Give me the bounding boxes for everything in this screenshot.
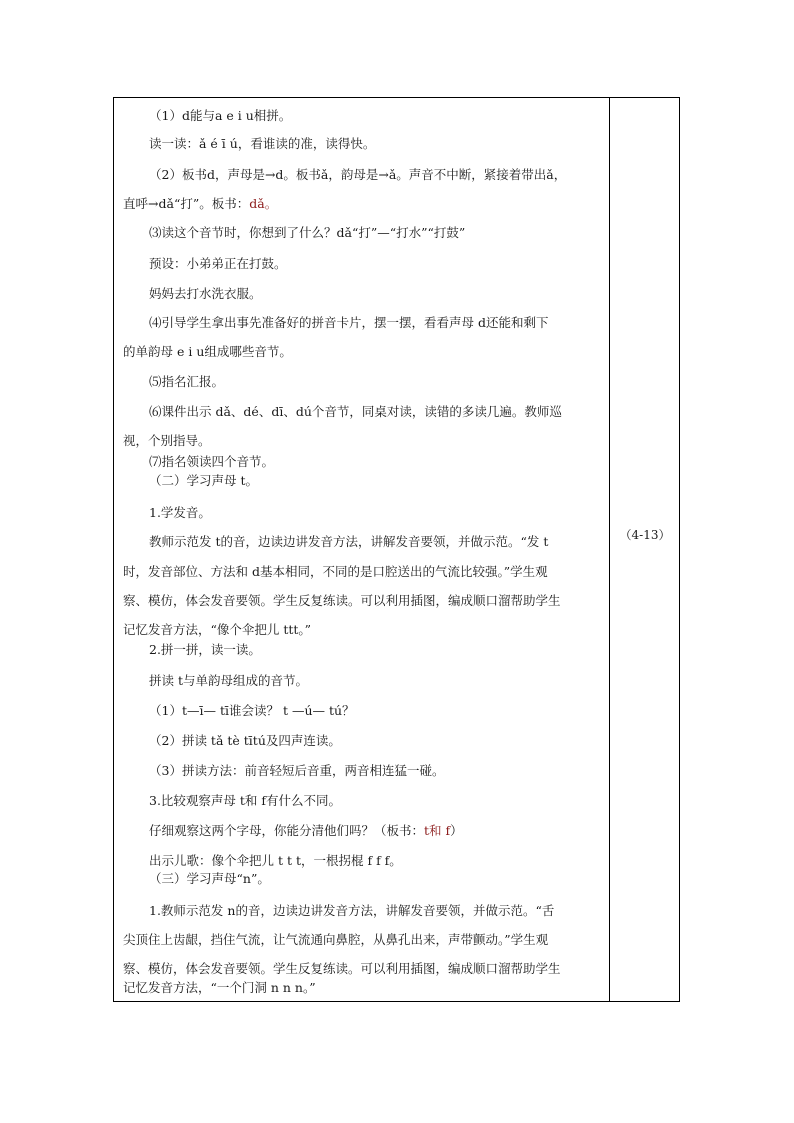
text-segment: 直呼→ bbox=[123, 196, 159, 211]
text-line: ⑷引导学生拿出事先准备好的拼音卡片，摆一摆，看看声母 d还能和剩下 bbox=[149, 315, 549, 330]
lesson-content-cell bbox=[114, 98, 609, 1001]
lesson-table bbox=[113, 97, 680, 1002]
text-line: 妈妈去打水洗衣服。 bbox=[149, 286, 262, 301]
text-line: 读一读：ǎ é ī ú，看谁读的准，读得快。 bbox=[149, 136, 376, 151]
text-segment: ） bbox=[450, 823, 463, 838]
text-line: ⑺指名领读四个音节。 bbox=[149, 454, 275, 469]
text-line: 时，发音部位、方法和 d基本相同，不同的是口腔送出的气流比较强。”学生观 bbox=[123, 564, 548, 579]
text-line bbox=[149, 823, 463, 839]
text-line: （1）d能与a e i u相拼。 bbox=[149, 108, 292, 123]
red-text-segment: t和 f bbox=[424, 823, 451, 838]
text-line: （3）拼读方法：前音轻短后音重，两音相连猛一碰。 bbox=[149, 763, 445, 778]
text-line: 教师示范发 t的音，边读边讲发音方法，讲解发音要领，并做示范。“发 t bbox=[149, 534, 549, 549]
text-segment: dǎ“打”。板书： bbox=[158, 196, 250, 211]
column-divider bbox=[609, 98, 610, 1001]
red-text-segment: dǎ。 bbox=[249, 196, 278, 211]
text-line: 1.学发音。 bbox=[149, 505, 211, 520]
text-line: 2.拼一拼，读一读。 bbox=[149, 642, 261, 657]
side-note: （4-13） bbox=[619, 528, 671, 542]
text-line: 拼读 t与单韵母组成的音节。 bbox=[149, 673, 308, 688]
text-line: 记忆发音方法，“一个门洞 n n n。” bbox=[123, 980, 316, 995]
text-line: （1）t—ī— tī谁会读？ t —ú— tú？ bbox=[149, 703, 355, 718]
text-line: 出示儿歌：像个伞把儿 t t t，一根拐棍 f f f。 bbox=[149, 853, 402, 868]
text-line: 预设：小弟弟正在打鼓。 bbox=[149, 256, 287, 271]
text-line: ⑶读这个音节时，你想到了什么？dǎ“打”—“打水”“打鼓” bbox=[149, 225, 466, 240]
text-line: ⑹课件出示 dǎ、dé、dī、dú个音节，同桌对读，读错的多读几遍。教师巡 bbox=[149, 404, 562, 419]
text-line: （三）学习声母“n”。 bbox=[149, 871, 270, 886]
text-line bbox=[123, 196, 277, 212]
text-segment: 仔细观察这两个字母，你能分清他们吗？（板书： bbox=[149, 823, 425, 838]
text-line: ⑸指名汇报。 bbox=[149, 374, 225, 389]
text-line: 察、模仿，体会发音要领。学生反复练读。可以利用插图，编成顺口溜帮助学生 bbox=[123, 961, 561, 976]
text-line: 记忆发音方法，“像个伞把儿 ttt。” bbox=[123, 622, 312, 637]
text-line: 视，个别指导。 bbox=[123, 433, 211, 448]
text-line: 察、模仿，体会发音要领。学生反复练读。可以利用插图，编成顺口溜帮助学生 bbox=[123, 593, 561, 608]
text-line: （二）学习声母 t。 bbox=[149, 473, 258, 488]
text-line: 的单韵母 e i u组成哪些音节。 bbox=[123, 344, 292, 359]
text-line: 1.教师示范发 n的音，边读边讲发音方法，讲解发音要领，并做示范。“舌 bbox=[149, 903, 555, 918]
text-line: 3.比较观察声母 t和 f有什么不同。 bbox=[149, 793, 342, 808]
text-line: （2）拼读 tǎ tè tītú及四声连读。 bbox=[149, 733, 341, 748]
text-line: 尖顶住上齿龈，挡住气流，让气流通向鼻腔，从鼻孔出来，声带颤动。”学生观 bbox=[123, 932, 549, 947]
text-line: （2）板书d，声母是→d。板书ǎ，韵母是→ǎ。声音不中断，紧接着带出ǎ， bbox=[149, 167, 567, 182]
